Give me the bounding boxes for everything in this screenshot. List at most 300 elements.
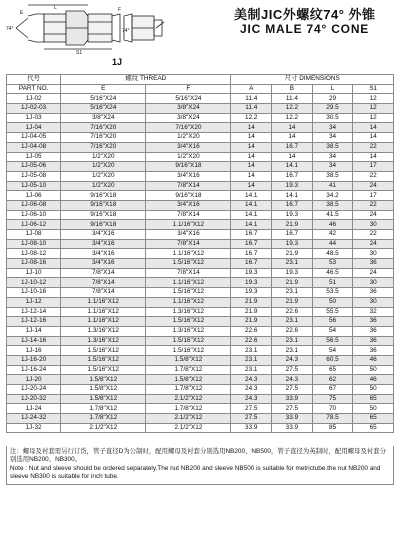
table-cell: 12.2 [272, 113, 313, 123]
table-cell: 1/2"X20 [146, 152, 231, 162]
table-cell: 55.5 [312, 307, 353, 317]
table-cell: 1.5/8"X12 [146, 355, 231, 365]
table-cell: 21.9 [272, 278, 313, 288]
table-cell: 1J-20-24 [7, 385, 61, 395]
table-cell: 30.5 [312, 113, 353, 123]
table-cell: 21.9 [231, 297, 272, 307]
table-row [7, 307, 394, 317]
table-cell: 67 [312, 385, 353, 395]
table-cell: 7/16"X20 [61, 133, 146, 143]
header-col-l: L [312, 84, 353, 94]
header-col-a: A [231, 84, 272, 94]
table-cell: 36 [353, 336, 394, 346]
table-row [7, 317, 394, 327]
table-cell: 1.1/16"X12 [146, 297, 231, 307]
table-cell: 46 [353, 375, 394, 385]
table-cell: 65 [353, 414, 394, 424]
table-cell: 1.5/16"X12 [146, 346, 231, 356]
table-row [7, 336, 394, 346]
table-cell: 1J-20 [7, 375, 61, 385]
table-cell: 46 [353, 355, 394, 365]
table-row [7, 346, 394, 356]
table-row [7, 355, 394, 365]
header-col-e: E [61, 84, 146, 94]
table-cell: 78.5 [312, 414, 353, 424]
table-cell: 21.9 [231, 307, 272, 317]
table-cell: 16.7 [272, 142, 313, 152]
table-cell: 21.9 [272, 249, 313, 259]
table-row [7, 230, 394, 240]
table-cell: 1.5/16"X12 [146, 288, 231, 298]
table-cell: 12 [353, 104, 394, 114]
table-cell: 1/2"X20 [61, 152, 146, 162]
table-cell: 60.5 [312, 355, 353, 365]
table-cell: 46.5 [312, 268, 353, 278]
table-cell: 2.1/2"X12 [146, 394, 231, 404]
header-code-cn: 代号 [7, 75, 61, 85]
table-cell: 30 [353, 297, 394, 307]
dim-f-label: F [118, 7, 122, 13]
table-cell: 1.1/16"X12 [61, 317, 146, 327]
table-cell: 1J-06-10 [7, 210, 61, 220]
table-cell: 30 [353, 249, 394, 259]
table-cell: 54 [312, 346, 353, 356]
table-cell: 1.3/16"X12 [61, 326, 146, 336]
table-row [7, 414, 394, 424]
table-cell: 1.1/16"X12 [146, 220, 231, 230]
table-cell: 36 [353, 259, 394, 269]
table-cell: 3/8"X24 [146, 104, 231, 114]
table-cell: 1J-24 [7, 404, 61, 414]
table-cell: 14 [272, 152, 313, 162]
table-cell: 38.5 [312, 200, 353, 210]
table-cell: 27.5 [231, 414, 272, 424]
table-cell: 22 [353, 230, 394, 240]
table-cell: 24 [353, 239, 394, 249]
table-cell: 34.2 [312, 191, 353, 201]
table-cell: 14.1 [231, 220, 272, 230]
table-cell: 1J-02-03 [7, 104, 61, 114]
table-cell: 22 [353, 142, 394, 152]
table-cell: 5/16"X24 [61, 94, 146, 104]
header-dimensions: 尺寸 DIMENSIONS [231, 75, 394, 85]
table-cell: 19.3 [231, 278, 272, 288]
table-cell: 1J-02 [7, 94, 61, 104]
table-cell: 14 [353, 123, 394, 133]
table-cell: 1.7/8"X12 [146, 385, 231, 395]
table-cell: 7/16"X20 [61, 123, 146, 133]
table-cell: 14 [353, 152, 394, 162]
table-cell: 1J-16 [7, 346, 61, 356]
table-cell: 36 [353, 326, 394, 336]
angle-right-label: 74° [122, 28, 130, 34]
table-cell: 1.3/16"X12 [146, 307, 231, 317]
table-cell: 1J-05-08 [7, 171, 61, 181]
table-cell: 21.9 [231, 317, 272, 327]
table-cell: 24.3 [272, 355, 313, 365]
table-cell: 1J-12-14 [7, 307, 61, 317]
table-cell: 24.3 [272, 375, 313, 385]
table-cell: 19.3 [272, 181, 313, 191]
table-cell: 1J-10-16 [7, 288, 61, 298]
table-cell: 1.7/8"X12 [146, 365, 231, 375]
table-cell: 7/8"X14 [61, 268, 146, 278]
table-cell: 14.1 [231, 200, 272, 210]
table-cell: 22 [353, 200, 394, 210]
table-cell: 54 [312, 326, 353, 336]
table-cell: 1.5/16"X12 [61, 346, 146, 356]
table-cell: 3/4"X16 [61, 230, 146, 240]
table-cell: 23.1 [231, 365, 272, 375]
table-cell: 17 [353, 162, 394, 172]
table-row [7, 394, 394, 404]
table-cell: 14.1 [272, 162, 313, 172]
table-cell: 1J-05-06 [7, 162, 61, 172]
table-row [7, 278, 394, 288]
table-row [7, 220, 394, 230]
table-cell: 75 [312, 394, 353, 404]
table-cell: 1J-04-05 [7, 133, 61, 143]
dim-l-label: L [54, 5, 57, 11]
table-cell: 33.9 [231, 423, 272, 433]
table-cell: 3/4"X16 [61, 239, 146, 249]
table-cell: 9/16"X18 [61, 191, 146, 201]
fitting-drawing [6, 2, 166, 54]
table-cell: 33.9 [272, 423, 313, 433]
table-cell: 1/2"X20 [146, 133, 231, 143]
table-cell: 1J-08-10 [7, 239, 61, 249]
table-cell: 7/8"X14 [146, 268, 231, 278]
table-cell: 1J-14 [7, 326, 61, 336]
spec-table [6, 74, 394, 433]
table-cell: 12 [353, 94, 394, 104]
table-cell: 22.6 [231, 326, 272, 336]
table-cell: 27.5 [231, 404, 272, 414]
table-row [7, 123, 394, 133]
table-cell: 17 [353, 191, 394, 201]
table-cell: 23.1 [231, 346, 272, 356]
table-cell: 1.3/16"X12 [146, 326, 231, 336]
table-row [7, 162, 394, 172]
table-cell: 5/16"X24 [61, 104, 146, 114]
table-cell: 14 [231, 181, 272, 191]
table-cell: 14 [272, 123, 313, 133]
table-cell: 1.5/8"X12 [146, 375, 231, 385]
table-cell: 1J-16-20 [7, 355, 61, 365]
table-cell: 34 [312, 123, 353, 133]
table-row [7, 113, 394, 123]
table-row [7, 268, 394, 278]
table-cell: 14 [231, 162, 272, 172]
table-cell: 51 [312, 278, 353, 288]
table-cell: 1.1/16"X12 [146, 278, 231, 288]
table-cell: 1.5/16"X12 [61, 365, 146, 375]
table-cell: 3/8"X24 [61, 113, 146, 123]
table-row [7, 191, 394, 201]
table-cell: 7/8"X14 [146, 181, 231, 191]
table-cell: 22.6 [272, 326, 313, 336]
table-cell: 85 [312, 423, 353, 433]
table-cell: 14.1 [231, 210, 272, 220]
table-cell: 24.3 [231, 385, 272, 395]
table-cell: 1J-06-12 [7, 220, 61, 230]
note-en: Note : Nut and sleeve should be ordered separately.The nut NB200 and sleeve NB500 is suitable for metrictube.the nut NB200 and sleeve NB300 is suitable for inch tube. [10, 464, 381, 481]
table-cell: 1/2"X20 [61, 162, 146, 172]
table-cell: 22.6 [272, 307, 313, 317]
table-cell: 1J-20-32 [7, 394, 61, 404]
table-cell: 1.5/16"X12 [146, 317, 231, 327]
table-cell: 24 [353, 210, 394, 220]
table-row [7, 375, 394, 385]
header-code-en: PART NO. [7, 84, 61, 94]
table-cell: 65 [312, 365, 353, 375]
table-cell: 14 [231, 171, 272, 181]
table-cell: 1/2"X20 [61, 181, 146, 191]
table-cell: 24.3 [231, 394, 272, 404]
title-en: JIC MALE 74° CONE [240, 22, 370, 36]
table-row [7, 104, 394, 114]
table-cell: 56 [312, 317, 353, 327]
table-cell: 62 [312, 375, 353, 385]
table-cell: 56.5 [312, 336, 353, 346]
table-cell: 12.2 [272, 104, 313, 114]
table-cell: 19.3 [272, 210, 313, 220]
table-row [7, 297, 394, 307]
header-col-b: B [272, 84, 313, 94]
table-cell: 12 [353, 113, 394, 123]
table-cell: 33.9 [272, 414, 313, 424]
table-cell: 38.5 [312, 171, 353, 181]
table-row [7, 210, 394, 220]
model-label: 1J [112, 57, 123, 67]
table-cell: 1J-10 [7, 268, 61, 278]
table-cell: 44 [312, 239, 353, 249]
table-cell: 19.3 [272, 268, 313, 278]
table-cell: 3/8"X24 [146, 113, 231, 123]
dim-s1-label: S1 [76, 50, 83, 54]
table-cell: 1.5/8"X12 [61, 394, 146, 404]
table-cell: 1J-32 [7, 423, 61, 433]
table-cell: 1J-04 [7, 123, 61, 133]
table-cell: 14 [272, 133, 313, 143]
table-cell: 16.7 [272, 230, 313, 240]
table-row [7, 385, 394, 395]
table-cell: 9/16"X18 [61, 200, 146, 210]
table-row [7, 249, 394, 259]
table-cell: 3/4"X16 [146, 200, 231, 210]
table-cell: 50 [312, 297, 353, 307]
header-thread: 螺纹 THREAD [61, 75, 231, 85]
header-col-s1: S1 [353, 84, 394, 94]
table-cell: 1.5/16"X12 [146, 259, 231, 269]
table-cell: 7/16"X20 [61, 142, 146, 152]
table-row [7, 171, 394, 181]
table-cell: 24 [353, 181, 394, 191]
table-cell: 23.1 [272, 346, 313, 356]
table-cell: 7/8"X14 [146, 210, 231, 220]
table-cell: 29 [312, 94, 353, 104]
table-cell: 1J-12 [7, 297, 61, 307]
table-cell: 1.7/8"X12 [61, 414, 146, 424]
table-cell: 1/2"X20 [61, 171, 146, 181]
table-cell: 32 [353, 307, 394, 317]
table-row [7, 94, 394, 104]
table-cell: 16.7 [231, 239, 272, 249]
table-cell: 14 [231, 142, 272, 152]
table-cell: 9/16"X18 [146, 191, 231, 201]
table-cell: 16.7 [231, 249, 272, 259]
dim-e-label: E [20, 10, 24, 16]
table-cell: 1J-08-16 [7, 259, 61, 269]
table-cell: 30 [353, 278, 394, 288]
table-cell: 34 [312, 133, 353, 143]
header-col-f: F [146, 84, 231, 94]
table-cell: 38.5 [312, 142, 353, 152]
table-cell: 50 [353, 385, 394, 395]
table-cell: 16.7 [231, 230, 272, 240]
table-cell: 1.1/16"X12 [146, 249, 231, 259]
table-cell: 27.5 [272, 385, 313, 395]
table-cell: 14 [231, 152, 272, 162]
table-cell: 23.1 [272, 288, 313, 298]
table-row [7, 239, 394, 249]
table-cell: 1J-06 [7, 191, 61, 201]
table-cell: 7/8"X14 [61, 278, 146, 288]
table-cell: 1.3/16"X12 [61, 336, 146, 346]
table-row [7, 404, 394, 414]
table-cell: 1.1/16"X12 [61, 307, 146, 317]
table-cell: 1J-05-10 [7, 181, 61, 191]
table-cell: 65 [353, 423, 394, 433]
table-cell: 36 [353, 317, 394, 327]
table-cell: 9/16"X18 [61, 220, 146, 230]
table-row [7, 259, 394, 269]
table-row [7, 326, 394, 336]
table-cell: 33.9 [272, 394, 313, 404]
table-cell: 14.1 [231, 191, 272, 201]
table-cell: 2.1/2"X12 [146, 414, 231, 424]
table-cell: 19.3 [231, 268, 272, 278]
note-cn: 注：螺母及衬套需另行订货，管子直径D为公制时，配用螺母及衬套分别选用NB200、NB500，管子直径为英制时，配用螺母及衬套分别选用NB200、NB300。 [10, 448, 387, 464]
table-cell: 11.4 [231, 104, 272, 114]
table-row [7, 423, 394, 433]
page-header [0, 0, 400, 72]
table-cell: 1.5/16"X12 [146, 336, 231, 346]
table-cell: 21.9 [272, 220, 313, 230]
table-cell: 7/16"X20 [146, 123, 231, 133]
table-cell: 16.7 [272, 200, 313, 210]
table-cell: 1J-16-24 [7, 365, 61, 375]
table-row [7, 181, 394, 191]
table-cell: 41 [312, 181, 353, 191]
table-cell: 1J-08-12 [7, 249, 61, 259]
table-cell: 16.7 [272, 171, 313, 181]
table-row [7, 152, 394, 162]
table-cell: 36 [353, 288, 394, 298]
table-cell: 5/16"X24 [146, 94, 231, 104]
table-row [7, 133, 394, 143]
table-cell: 23.1 [272, 317, 313, 327]
table-cell: 23.1 [272, 259, 313, 269]
table-cell: 24.3 [231, 375, 272, 385]
table-body [7, 94, 394, 433]
table-cell: 1.5/8"X12 [61, 375, 146, 385]
table-cell: 1.7/8"X12 [61, 404, 146, 414]
table-cell: 16.7 [231, 259, 272, 269]
table-cell: 1J-10-12 [7, 278, 61, 288]
table-cell: 42 [312, 230, 353, 240]
table-cell: 22.6 [231, 336, 272, 346]
table-cell: 19.3 [231, 288, 272, 298]
table-cell: 27.5 [272, 365, 313, 375]
table-cell: 70 [312, 404, 353, 414]
table-cell: 48.5 [312, 249, 353, 259]
table-row [7, 365, 394, 375]
table-cell: 53.5 [312, 288, 353, 298]
table-cell: 1J-12-16 [7, 317, 61, 327]
table-cell: 27.5 [272, 404, 313, 414]
table-row [7, 288, 394, 298]
table-cell: 21.9 [272, 297, 313, 307]
table-cell: 2.1/2"X12 [61, 423, 146, 433]
table-cell: 9/16"X18 [146, 162, 231, 172]
table-cell: 23.1 [272, 336, 313, 346]
table-cell: 1.5/8"X12 [61, 385, 146, 395]
table-cell: 1.5/16"X12 [61, 355, 146, 365]
table-row [7, 200, 394, 210]
table-cell: 3/4"X16 [146, 230, 231, 240]
table-cell: 1J-05 [7, 152, 61, 162]
table-cell: 53 [312, 259, 353, 269]
table-cell: 3/4"X16 [146, 142, 231, 152]
table-cell: 9/16"X18 [61, 210, 146, 220]
table-cell: 7/8"X14 [146, 239, 231, 249]
table-cell: 11.4 [272, 94, 313, 104]
table-cell: 3/4"X16 [61, 259, 146, 269]
table-cell: 2.1/2"X12 [146, 423, 231, 433]
table-cell: 24 [353, 268, 394, 278]
note-block [6, 446, 394, 485]
table-cell: 50 [353, 404, 394, 414]
table-cell: 1J-03 [7, 113, 61, 123]
table-cell: 50 [353, 365, 394, 375]
table-cell: 22 [353, 171, 394, 181]
table-cell: 34 [312, 152, 353, 162]
table-cell: 29.5 [312, 104, 353, 114]
table-cell: 34 [312, 162, 353, 172]
table-cell: 1J-06-08 [7, 200, 61, 210]
table-cell: 3/4"X16 [61, 249, 146, 259]
table-cell: 41.5 [312, 210, 353, 220]
table-cell: 46 [312, 220, 353, 230]
table-cell: 1.1/16"X12 [61, 297, 146, 307]
angle-left-label: 74° [6, 26, 14, 32]
table-cell: 14.1 [272, 191, 313, 201]
table-cell: 12.2 [231, 113, 272, 123]
table-row [7, 142, 394, 152]
table-cell: 23.1 [231, 355, 272, 365]
table-cell: 3/4"X16 [146, 171, 231, 181]
table-cell: 11.4 [231, 94, 272, 104]
table-cell: 36 [353, 346, 394, 356]
table-cell: 7/8"X14 [61, 288, 146, 298]
table-cell: 1J-04-08 [7, 142, 61, 152]
table-cell: 1J-08 [7, 230, 61, 240]
table-cell: 14 [231, 123, 272, 133]
table-cell: 19.3 [272, 239, 313, 249]
table-cell: 65 [353, 394, 394, 404]
table-cell: 1J-14-16 [7, 336, 61, 346]
